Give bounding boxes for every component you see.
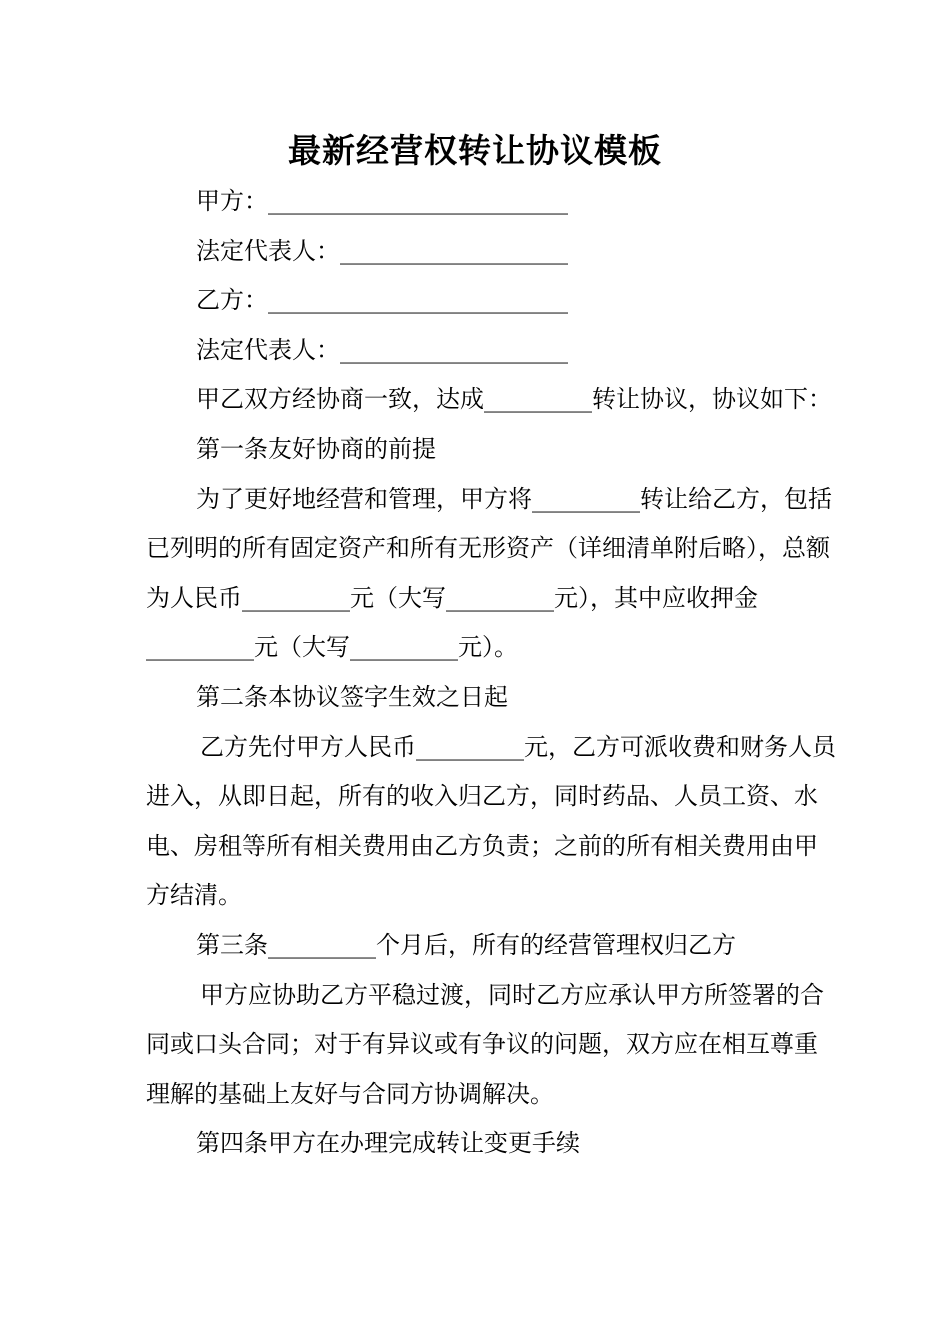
article-2-body: 乙方先付甲方人民币_________元，乙方可派收费和财务人员进入，从即日起，所有的收入归乙方，同时药品、人员工资、水电、房租等所有相关费用由乙方负责；之前的所有相关费用由甲方结清。 (146, 732, 836, 910)
article-1-heading: 第一条友好协商的前提 (196, 434, 436, 463)
intro-paragraph: 甲乙双方经协商一致，达成_________转让协议，协议如下： (196, 385, 832, 414)
article-3-heading: 第三条_________个月后，所有的经营管理权归乙方 (196, 930, 736, 959)
document-body (146, 177, 836, 1169)
article-4-heading: 第四条甲方在办理完成转让变更手续 (196, 1129, 580, 1158)
party-b-representative-line: 法定代表人：___________________ (196, 335, 568, 364)
party-b-line: 乙方：_________________________ (196, 286, 568, 315)
document-title: 最新经营权转让协议模板 (288, 131, 662, 170)
article-2-heading: 第二条本协议签字生效之日起 (196, 682, 508, 711)
party-a-representative-line: 法定代表人：___________________ (196, 236, 568, 265)
article-1-body: 为了更好地经营和管理，甲方将_________转让给乙方，包括已列明的所有固定资产和所有无形资产（详细清单附后略），总额为人民币_________元（大写_________元），其中应收押金_________元（大写_________元）。 (146, 484, 832, 662)
article-3-body: 甲方应协助乙方平稳过渡，同时乙方应承认甲方所签署的合同或口头合同；对于有异议或有争议的问题，双方应在相互尊重理解的基础上友好与合同方协调解决。 (146, 980, 824, 1108)
party-a-line: 甲方：_________________________ (196, 187, 568, 215)
